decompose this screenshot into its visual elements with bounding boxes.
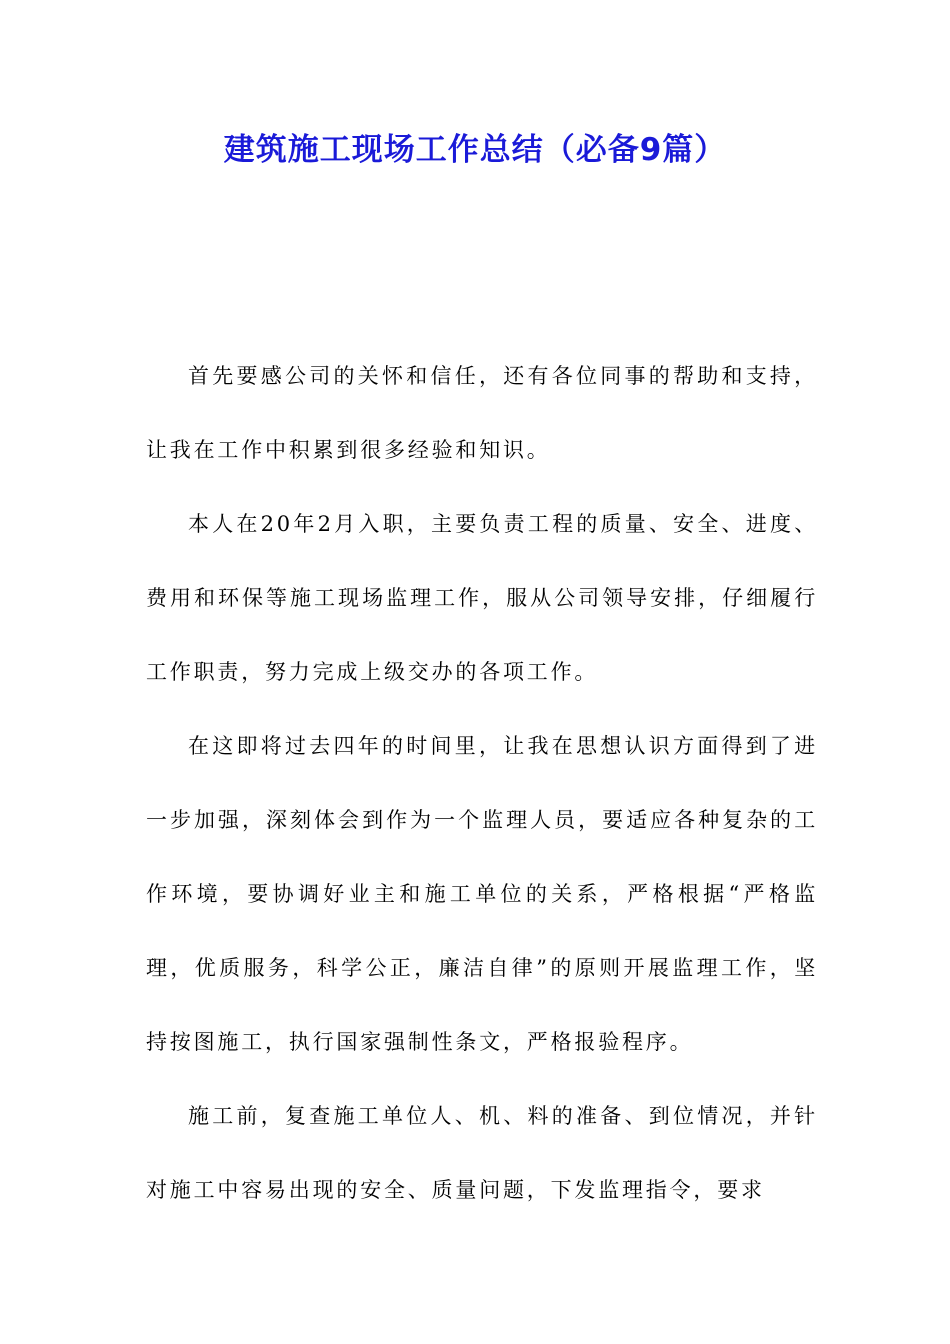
paragraph-3: 在这即将过去四年的时间里，让我在思想认识方面得到了进一步加强，深刻体会到作为一个监理人员，要适应各种复杂的工作环境，要协调好业主和施工单位的关系，严格根据“严格监理，优质服务，科学公正，廉洁自律”的原则开展监理工作，坚持按图施工，执行国家强制性条文，严格报验程序。 (146, 734, 818, 1054)
paragraph-2: 本人在20年2月入职，主要负责工程的质量、安全、进度、费用和环保等施工现场监理工作，服从公司领导安排，仔细履行工作职责，努力完成上级交办的各项工作。 (146, 512, 818, 684)
paragraph-4: 施工前，复查施工单位人、机、料的准备、到位情况，并针对施工中容易出现的安全、质量问题，下发监理指令，要求 (146, 1104, 818, 1202)
page-title: 建筑施工现场工作总结（必备9篇） (223, 132, 727, 168)
document-body (146, 339, 818, 1227)
paragraph-1: 首先要感公司的关怀和信任，还有各位同事的帮助和支持，让我在工作中积累到很多经验和知识。 (146, 364, 818, 462)
